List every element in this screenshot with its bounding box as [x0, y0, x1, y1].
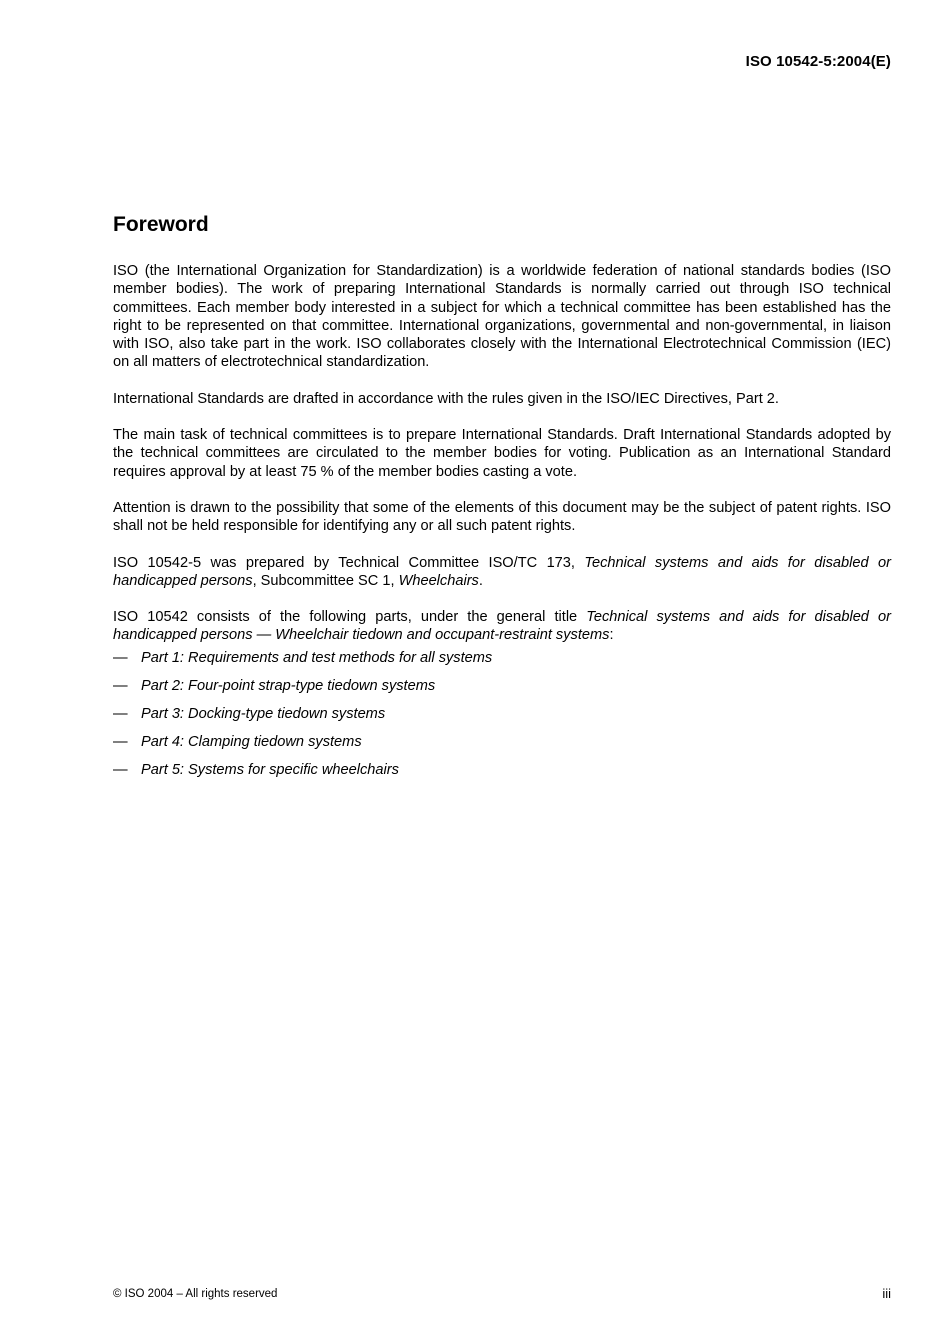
period-text: .: [478, 572, 483, 589]
list-item: [113, 649, 891, 677]
list-item: [113, 761, 891, 789]
paragraph-prepared-by: [113, 554, 891, 591]
general-title: Technical systems and aids for disabled or handicapped persons — Wheelchair tiedown and occupant-restraint systems: [113, 609, 891, 644]
list-dash: —: [113, 705, 128, 722]
list-dash: —: [113, 733, 128, 750]
page-title: Foreword: [113, 213, 209, 236]
copyright-notice: © ISO 2004 – All rights reserved: [113, 1288, 278, 1300]
prepared-by-text: ISO 10542-5 was prepared by Technical Committee ISO/TC 173,: [113, 554, 585, 571]
subcommittee-text: , Subcommittee SC 1,: [252, 572, 399, 589]
paragraph-parts-intro: [113, 608, 891, 645]
committee-title: Technical systems and aids for disabled or handicapped persons: [113, 554, 891, 589]
document-id: ISO 10542-5:2004(E): [745, 53, 891, 70]
part-label: Part 3: Docking-type tiedown systems: [141, 705, 386, 722]
list-dash: —: [113, 649, 128, 666]
subcommittee-title: Wheelchairs: [398, 572, 479, 589]
paragraph-directives: International Standards are drafted in accordance with the rules given in the ISO/IEC Directives, Part 2.: [113, 390, 779, 407]
colon-text: :: [609, 627, 614, 644]
paragraph-patent-rights: Attention is drawn to the possibility that some of the elements of this document may be the subject of patent rights. ISO shall not be held responsible for identifying any or all such patent rights.: [113, 499, 891, 535]
foreword-section: [113, 210, 891, 789]
list-item: [113, 733, 891, 761]
list-item: [113, 677, 891, 705]
part-label: Part 2: Four-point strap-type tiedown systems: [141, 677, 436, 694]
paragraph-technical-committees: The main task of technical committees is to prepare International Standards. Draft International Standards adopted by the technical committees are circulated to the member bodies for voting. Publication as an International Standard requires approval by at least 75 % of the member bodies casting a vote.: [113, 427, 891, 480]
part-label: Part 4: Clamping tiedown systems: [141, 733, 362, 750]
list-dash: —: [113, 677, 128, 694]
part-label: Part 1: Requirements and test methods for all systems: [141, 649, 493, 666]
part-label: Part 5: Systems for specific wheelchairs: [141, 761, 399, 778]
paragraph-iso-overview: ISO (the International Organization for Standardization) is a worldwide federation of national standards bodies (ISO member bodies). The work of preparing International Standards is normally carried out through ISO technical committees. Each member body interested in a subject for which a technical committee has been established has the right to be represented on that committee. International organizations, governmental and non-governmental, in liaison with ISO, also take part in the work. ISO collaborates closely with the International Electrotechnical Commission (IEC) on all matters of electrotechnical standardization.: [113, 263, 891, 371]
page-number: iii: [882, 1286, 891, 1301]
list-dash: —: [113, 761, 128, 778]
parts-intro-text: ISO 10542 consists of the following parts, under the general title: [113, 609, 587, 626]
parts-list: [113, 649, 891, 789]
list-item: [113, 705, 891, 733]
